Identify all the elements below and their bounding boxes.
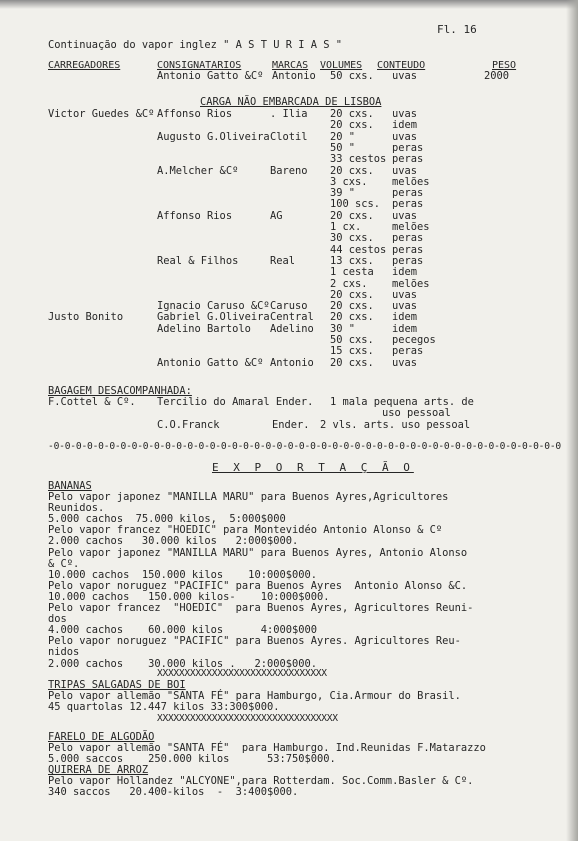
- bagagem-consignee-2: Ender.: [272, 419, 310, 431]
- scan-edge-top: [0, 0, 578, 9]
- lisboa-row-conteudo: pecegos: [392, 334, 436, 346]
- section-lisboa-title: CARGA NÃO EMBARCADA DE LISBOA: [200, 96, 382, 108]
- bananas-line: 4.000 cachos 60.000 kilos 4:000$000: [48, 624, 317, 637]
- lisboa-row-marca: AG: [270, 209, 283, 222]
- quirera-line: Pelo vapor Hollandez "ALCYONE",para Rotterdam. Soc.Comm.Basler & Cº.: [48, 775, 474, 787]
- lisboa-row-marca: Adelino: [270, 322, 314, 335]
- col-marcas: MARCAS: [272, 60, 309, 71]
- lisboa-row-volumes: 50 cxs.: [330, 334, 374, 346]
- bananas-line: nidos: [48, 646, 80, 659]
- lisboa-row-volumes: 50 ": [330, 141, 356, 154]
- first-row-marca: Antonio: [272, 70, 316, 82]
- lisboa-row-consignee: Adelino Bartolo: [157, 322, 251, 335]
- lisboa-row-consignee: Antonio Gatto &Cº: [157, 356, 264, 369]
- bananas-line: dos: [48, 613, 67, 626]
- lisboa-row-conteudo: melões: [392, 221, 430, 233]
- col-conteudo: CONTEUDO: [377, 60, 426, 71]
- lisboa-row-marca: Real: [270, 254, 296, 267]
- lisboa-row-consignee: Augusto G.Oliveira: [157, 130, 270, 143]
- bananas-line: Pelo vapor japonez "MANILLA MARU" para Buenos Ayres,Agricultores: [48, 491, 449, 503]
- tripas-cross: XXXXXXXXXXXXXXXXXXXXXXXXXXXXXXXXX: [157, 713, 338, 724]
- lisboa-row-conteudo: peras: [392, 254, 424, 267]
- lisboa-row-conteudo: idem: [392, 322, 418, 335]
- quirera-title: QUIRERA DE ARROZ: [48, 764, 149, 776]
- lisboa-row-conteudo: melões: [392, 277, 430, 290]
- lisboa-row-marca: Caruso: [270, 300, 308, 313]
- bagagem-content-2: uso pessoal: [382, 407, 451, 419]
- lisboa-row-conteudo: uvas: [392, 108, 418, 120]
- tripas-title: TRIPAS SALGADAS DE BOI: [48, 679, 186, 691]
- lisboa-row-volumes: 39 ": [330, 187, 356, 200]
- header-line: Continuação do vapor inglez " A S T U R I A S ": [48, 39, 343, 51]
- bananas-line: 2.000 cachos 30.000 kilos . 2:000$000.: [48, 657, 317, 670]
- lisboa-row-volumes: 3 cxs.: [330, 175, 368, 188]
- tripas-line: 45 quartolas 12.447 kilos 33:300$000.: [48, 701, 280, 713]
- lisboa-row-conteudo: peras: [392, 232, 424, 245]
- bagagem-content: 1 mala pequena arts. de: [330, 396, 474, 408]
- lisboa-row-marca: Central: [270, 311, 314, 324]
- lisboa-row-conteudo: uvas: [392, 164, 418, 177]
- tripas-line: Pelo vapor allemão "SANTA FÉ" para Hamburgo, Cia.Armour do Brasil.: [48, 690, 461, 702]
- scan-edge-right: [566, 0, 578, 841]
- lisboa-row-consignee: Ignacio Caruso &Cº: [157, 300, 270, 313]
- bananas-line: Pelo vapor francez "HOEDIC" para Buenos Ayres, Agricultores Reuni-: [48, 602, 474, 614]
- lisboa-row-conteudo: uvas: [392, 288, 418, 301]
- lisboa-row-volumes: 20 cxs.: [330, 164, 374, 177]
- lisboa-row-volumes: 20 ": [330, 130, 356, 143]
- lisboa-row-volumes: 20 cxs.: [330, 288, 374, 301]
- lisboa-row-volumes: 100 scs.: [330, 198, 381, 211]
- lisboa-row-conteudo: peras: [392, 198, 424, 211]
- bananas-line: 2.000 cachos 30.000 kilos 2:000$000.: [48, 535, 299, 548]
- first-row-conteudo: uvas: [392, 70, 418, 82]
- col-consignatarios: CONSIGNATARIOS: [157, 60, 242, 71]
- lisboa-row-consignee: Affonso Rios: [157, 108, 233, 120]
- lisboa-row-marca: Bareno: [270, 164, 308, 177]
- farelo-title: FARELO DE ALGODÃO: [48, 731, 155, 743]
- quirera-line: 340 saccos 20.400-kilos - 3:400$000.: [48, 786, 299, 798]
- bananas-line: Pelo vapor noruguez "PACIFIC" para Buenos Ayres. Agricultores Reu-: [48, 635, 461, 648]
- lisboa-row-volumes: 20 cxs.: [330, 356, 374, 369]
- bagagem-content-3: 2 vls. arts. uso pessoal: [320, 419, 471, 431]
- bananas-line: 10.000 cachos 150.000 kilos- 10:000$000.: [48, 590, 330, 603]
- lisboa-row-volumes: 20 cxs.: [330, 311, 374, 324]
- col-peso: PESO: [492, 60, 517, 71]
- lisboa-row-conteudo: uvas: [392, 356, 418, 369]
- lisboa-row-volumes: 20 cxs.: [330, 119, 374, 132]
- bananas-line: Pelo vapor francez "HOEDIC" para Montevidéo Antonio Alonso & Cº: [48, 524, 443, 537]
- first-row-consignee: Antonio Gatto &Cº: [157, 70, 264, 82]
- lisboa-row-conteudo: peras: [392, 153, 424, 166]
- lisboa-row-volumes: 20 cxs.: [330, 209, 374, 222]
- lisboa-row-conteudo: uvas: [392, 300, 418, 313]
- lisboa-row-volumes: 2 cxs.: [330, 277, 368, 290]
- separator-line: -0-0-0-0-0-0-0-0-0-0-0-0-0-0-0-0-0-0-0-0-0-0-0-0-0-0-0-0-0-0-0-0-0-0-0-0-0-0-0-0-0-0-0-0-0-0: [48, 441, 561, 452]
- col-volumes: VOLUMES: [320, 60, 363, 71]
- lisboa-row-volumes: 13 cxs.: [330, 254, 374, 267]
- lisboa-row-volumes: 30 ": [330, 322, 356, 335]
- col-carregadores: CARREGADORES: [48, 60, 121, 71]
- lisboa-row-marca: Clotil: [270, 130, 308, 143]
- bananas-line: & Cº.: [48, 557, 80, 570]
- lisboa-row-shipper: Victor Guedes &Cº: [48, 108, 155, 120]
- lisboa-row-conteudo: peras: [392, 243, 424, 256]
- bagagem-title: BAGAGEM DESACOMPANHADA:: [48, 385, 192, 397]
- farelo-line: Pelo vapor allemão "SANTA FÉ" para Hamburgo. Ind.Reunidas F.Matarazzo: [48, 742, 486, 754]
- lisboa-row-volumes: 20 cxs.: [330, 108, 374, 120]
- lisboa-row-conteudo: peras: [392, 187, 424, 200]
- lisboa-row-conteudo: uvas: [392, 209, 418, 222]
- lisboa-row-conteudo: peras: [392, 345, 424, 358]
- lisboa-row-conteudo: melões: [392, 175, 430, 188]
- bananas-cross: XXXXXXXXXXXXXXXXXXXXXXXXXXXXXXX: [157, 668, 327, 679]
- lisboa-row-marca: . Ilia: [270, 108, 308, 120]
- lisboa-row-volumes: 44 cestos: [330, 243, 387, 256]
- exportacao-title: E X P O R T A Ç Ã O: [212, 461, 414, 474]
- lisboa-row-consignee: Gabriel G.Oliveira: [157, 311, 270, 324]
- lisboa-row-conteudo: idem: [392, 311, 418, 324]
- lisboa-row-volumes: 20 cxs.: [330, 300, 374, 313]
- lisboa-row-conteudo: peras: [392, 141, 424, 154]
- lisboa-row-volumes: 15 cxs.: [330, 345, 374, 358]
- lisboa-row-volumes: 30 cxs.: [330, 232, 374, 245]
- farelo-line: 5.000 saccos 250.000 kilos 53:750$000.: [48, 753, 336, 765]
- bagagem-shipper-2: C.O.Franck: [157, 419, 220, 431]
- lisboa-row-conteudo: idem: [392, 119, 418, 132]
- lisboa-row-conteudo: idem: [392, 266, 418, 279]
- bananas-line: Pelo vapor noruguez "PACIFIC" para Buenos Ayres Antonio Alonso &C.: [48, 579, 468, 592]
- lisboa-row-shipper: Justo Bonito: [48, 311, 124, 324]
- lisboa-row-consignee: Real & Filhos: [157, 254, 239, 267]
- bananas-line: Pelo vapor japonez "MANILLA MARU" para Buenos Ayres, Antonio Alonso: [48, 546, 468, 559]
- lisboa-row-consignee: A.Melcher &Cº: [157, 164, 239, 177]
- bagagem-consignee: Tercilio do Amaral Ender.: [157, 396, 314, 408]
- first-row-peso: 2000: [484, 70, 510, 82]
- bananas-line: 5.000 cachos 75.000 kilos, 5:000$000: [48, 513, 286, 526]
- bananas-line: Reunidos.: [48, 502, 105, 515]
- bananas-line: 10.000 cachos 150.000 kilos 10:000$000.: [48, 568, 317, 581]
- lisboa-row-volumes: 33 cestos: [330, 153, 387, 166]
- page-number: Fl. 16: [437, 23, 477, 36]
- lisboa-row-marca: Antonio: [270, 356, 314, 369]
- lisboa-row-volumes: 1 cx.: [330, 221, 362, 233]
- first-row-volumes: 50 cxs.: [330, 70, 374, 82]
- lisboa-row-volumes: 1 cesta: [330, 266, 374, 279]
- bagagem-shipper: F.Cottel & Cº.: [48, 396, 136, 408]
- bananas-title: BANANAS: [48, 480, 92, 492]
- lisboa-row-conteudo: uvas: [392, 130, 418, 143]
- lisboa-row-consignee: Affonso Rios: [157, 209, 233, 222]
